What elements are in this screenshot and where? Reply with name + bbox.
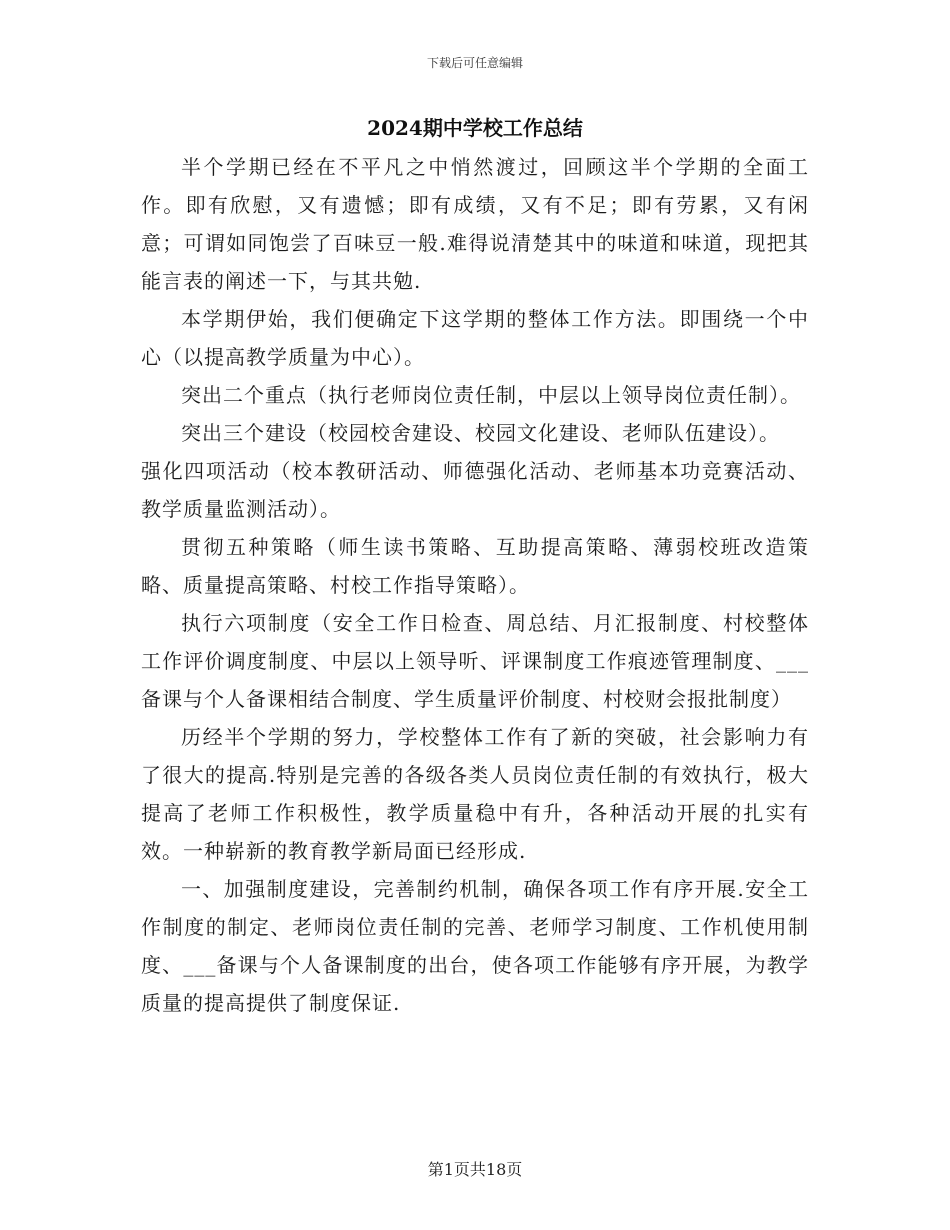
paragraph: 一、加强制度建设，完善制约机制，确保各项工作有序开展.安全工作制度的制定、老师岗位责任制的完善、老师学习制度、工作机使用制度、___备课与个人备课制度的出台，使各项工作能够有序开展，为教学质量的提高提供了制度保证. — [141, 877, 809, 1015]
paragraph: 强化四项活动（校本教研活动、师德强化活动、老师基本功竞赛活动、教学质量监测活动）。 — [141, 459, 809, 521]
paragraph: 本学期伊始，我们便确定下这学期的整体工作方法。即围绕一个中心（以提高教学质量为中心）。 — [141, 307, 809, 369]
document-title: 2024期中学校工作总结 — [367, 116, 583, 140]
document-body — [141, 148, 809, 1022]
paragraph: 执行六项制度（安全工作日检查、周总结、月汇报制度、村校整体工作评价调度制度、中层以上领导听、评课制度工作痕迹管理制度、___备课与个人备课相结合制度、学生质量评价制度、村校财会报批制度） — [141, 611, 809, 711]
paragraph: 历经半个学期的努力，学校整体工作有了新的突破，社会影响力有了很大的提高.特别是完善的各级各类人员岗位责任制的有效执行，极大提高了老师工作积极性，教学质量稳中有升，各种活动开展的扎实有效。一种崭新的教育教学新局面已经形成. — [141, 725, 809, 863]
paragraph: 贯彻五种策略（师生读书策略、互助提高策略、薄弱校班改造策略、质量提高策略、村校工作指导策略）。 — [141, 535, 809, 597]
header-note: 下载后可任意编辑 — [426, 56, 523, 70]
paragraph: 突出三个建设（校园校舍建设、校园文化建设、老师队伍建设）。 — [181, 421, 780, 445]
page-footer: 第1页共18页 — [427, 1160, 523, 1179]
paragraph: 突出二个重点（执行老师岗位责任制，中层以上领导岗位责任制）。 — [181, 383, 801, 407]
paragraph: 半个学期已经在不平凡之中悄然渡过，回顾这半个学期的全面工作。即有欣慰，又有遗憾；即有成绩，又有不足；即有劳累，又有闲意；可谓如同饱尝了百味豆一般.难得说清楚其中的味道和味道，现把其能言表的阐述一下，与其共勉. — [141, 155, 809, 293]
